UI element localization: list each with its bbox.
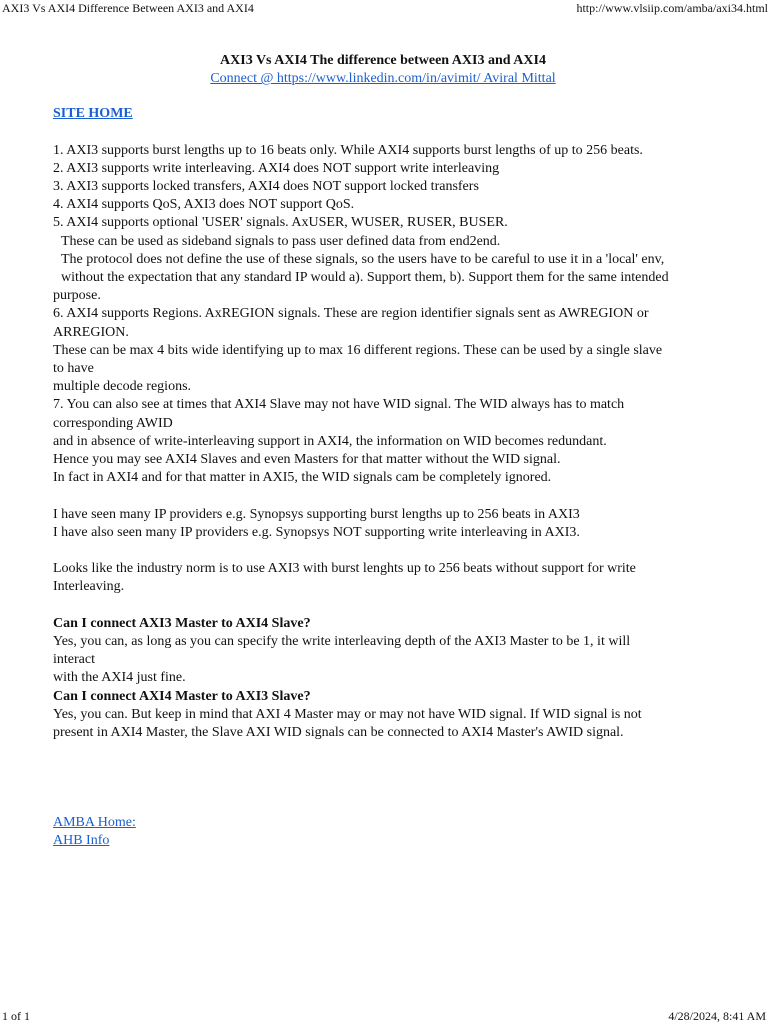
point-line: 4. AXI4 supports QoS, AXI3 does NOT support QoS. [53, 197, 355, 213]
faq-question: Can I connect AXI3 Master to AXI4 Slave? [53, 615, 311, 631]
point-line: These can be max 4 bits wide identifying up to max 16 different regions. These can be used by a single slave [53, 342, 663, 358]
print-header-url: http://www.vlsiip.com/amba/axi34.html [576, 1, 768, 15]
faq-answer-line: interact [53, 652, 95, 668]
print-footer-datetime: 4/28/2024, 8:41 AM [668, 1009, 766, 1023]
page-title: AXI3 Vs AXI4 The difference between AXI3 and AXI4 [220, 53, 546, 68]
point-line: 7. You can also see at times that AXI4 Slave may not have WID signal. The WID always has to match [53, 397, 625, 413]
providers-line: I have seen many IP providers e.g. Synopsys supporting burst lengths up to 256 beats in AXI3 [53, 506, 580, 522]
point-line: and in absence of write-interleaving support in AXI4, the information on WID becomes redundant. [53, 433, 607, 449]
point-line: These can be used as sideband signals to pass user defined data from end2end. [61, 233, 501, 249]
faq-answer-line: Yes, you can. But keep in mind that AXI 4 Master may or may not have WID signal. If WID signal is not [53, 706, 642, 722]
document-body [53, 52, 713, 851]
faq-axi3-master-axi4-slave [53, 615, 713, 688]
paragraph-gap [53, 487, 713, 505]
point-line: without the expectation that any standard IP would a). Support them, b). Support them for the same intended [61, 270, 669, 286]
amba-home-link[interactable]: AMBA Home: [53, 815, 136, 831]
comparison-points [53, 142, 713, 488]
faq-question: Can I connect AXI4 Master to AXI3 Slave? [53, 688, 311, 704]
site-home-link[interactable]: SITE HOME [53, 106, 133, 122]
point-line: In fact in AXI4 and for that matter in AXI5, the WID signals cam be completely ignored. [53, 470, 552, 486]
point-line: 1. AXI3 supports burst lengths up to 16 beats only. While AXI4 supports burst lengths of up to 256 beats. [53, 142, 643, 158]
linkedin-connect-link[interactable]: Connect @ https://www.linkedin.com/in/avimit/ Aviral Mittal [210, 71, 556, 87]
norm-line: Interleaving. [53, 579, 125, 595]
paragraph-gap [53, 597, 713, 615]
point-line: 6. AXI4 supports Regions. AxREGION signals. These are region identifier signals sent as AWREGION or [53, 306, 649, 322]
point-line: to have [53, 361, 94, 377]
point-line: multiple decode regions. [53, 379, 192, 395]
industry-norm-paragraph [53, 560, 713, 596]
point-line: The protocol does not define the use of these signals, so the users have to be careful to use it in a 'local' env, [61, 251, 665, 267]
print-footer [0, 1008, 768, 1024]
faq-answer-line: Yes, you can, as long as you can specify the write interleaving depth of the AXI3 Master to be 1, it will [53, 634, 631, 650]
footer-links [53, 814, 713, 850]
point-line: ARREGION. [53, 324, 129, 340]
point-line: purpose. [53, 288, 101, 304]
title-block [53, 52, 713, 88]
faq-axi4-master-axi3-slave [53, 688, 713, 743]
providers-line: I have also seen many IP providers e.g. Synopsys NOT supporting write interleaving in AXI3. [53, 524, 580, 540]
faq-answer-line: present in AXI4 Master, the Slave AXI WID signals can be connected to AXI4 Master's AWID signal. [53, 725, 624, 741]
norm-line: Looks like the industry norm is to use AXI3 with burst lenghts up to 256 beats without support for write [53, 561, 636, 577]
point-line: corresponding AWID [53, 415, 173, 431]
point-line: Hence you may see AXI4 Slaves and even Masters for that matter without the WID signal. [53, 452, 561, 468]
paragraph-gap [53, 542, 713, 560]
faq-answer-line: with the AXI4 just fine. [53, 670, 186, 686]
point-line: 2. AXI3 supports write interleaving. AXI4 does NOT support write interleaving [53, 160, 500, 176]
ahb-info-link[interactable]: AHB Info [53, 833, 110, 849]
providers-paragraph [53, 506, 713, 542]
print-footer-page: 1 of 1 [2, 1009, 30, 1023]
print-header [0, 0, 768, 16]
print-header-title: AXI3 Vs AXI4 Difference Between AXI3 and AXI4 [2, 1, 254, 15]
point-line: 3. AXI3 supports locked transfers, AXI4 does NOT support locked transfers [53, 179, 479, 195]
point-line: 5. AXI4 supports optional 'USER' signals. AxUSER, WUSER, RUSER, BUSER. [53, 215, 508, 231]
